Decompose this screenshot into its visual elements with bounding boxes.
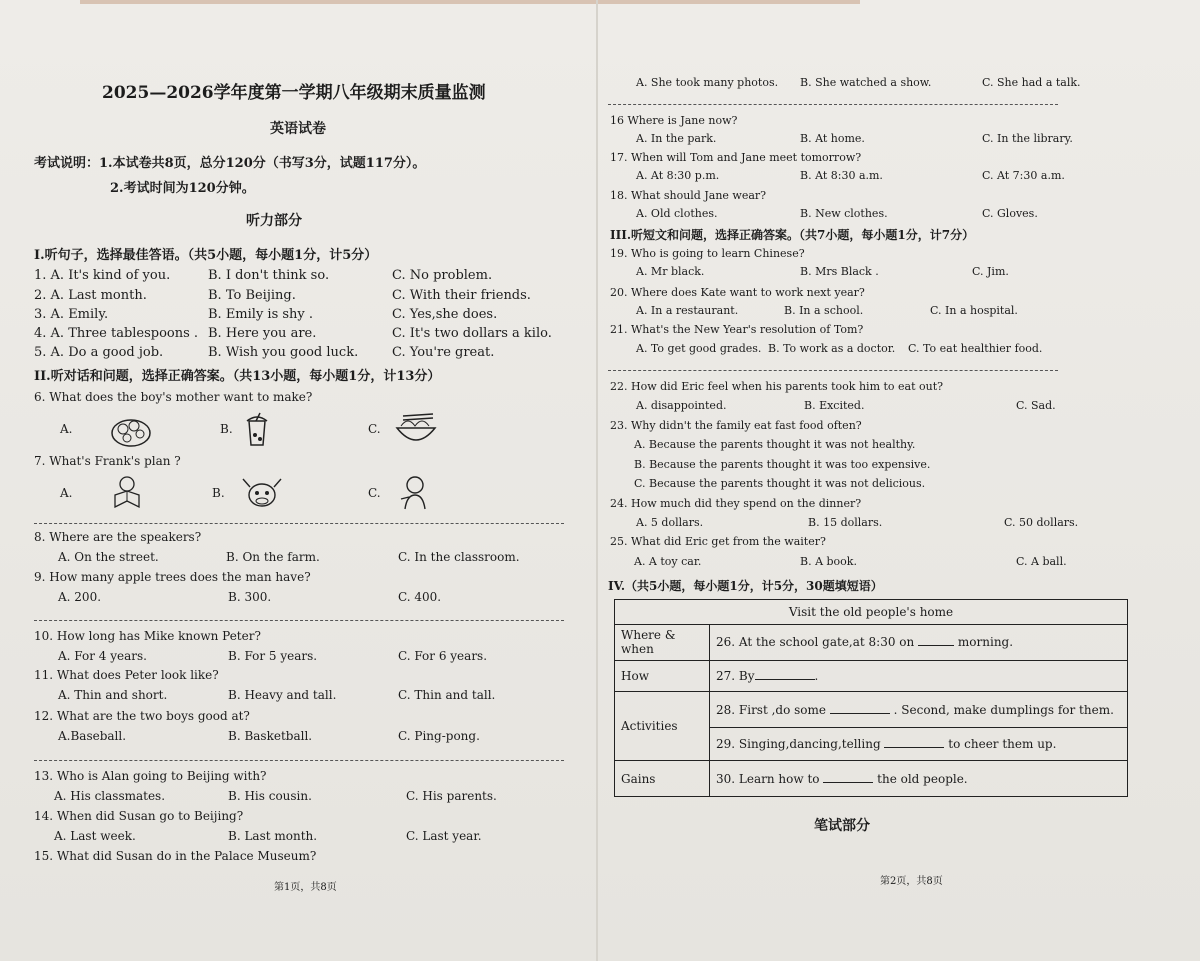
q13-option-b[interactable]: B. His cousin.: [228, 789, 312, 803]
q8-option-c[interactable]: C. In the classroom.: [398, 550, 520, 564]
q27-text: 27. By: [716, 668, 755, 683]
q21-option-b[interactable]: B. To work as a doctor.: [768, 342, 896, 355]
q22-option-a[interactable]: A. disappointed.: [636, 399, 727, 412]
q3-option-b[interactable]: B. Emily is shy .: [208, 307, 314, 322]
written-section-heading: 笔试部分: [814, 818, 870, 834]
q6-pic-a-salad-icon[interactable]: [108, 410, 154, 450]
q28-text-after: . Second, make dumplings for them.: [893, 702, 1114, 717]
q18-question: 18. What should Jane wear?: [610, 189, 767, 202]
q18-option-a[interactable]: A. Old clothes.: [636, 207, 718, 220]
q9-option-a[interactable]: A. 200.: [58, 590, 102, 604]
q3-option-c[interactable]: C. Yes,she does.: [392, 307, 498, 322]
q29-answer-blank[interactable]: [884, 747, 944, 748]
exam-subtitle: 英语试卷: [270, 121, 326, 137]
q21-option-c[interactable]: C. To eat healthier food.: [908, 342, 1043, 355]
q15-question: 15. What did Susan do in the Palace Museum?: [34, 849, 317, 863]
q16-option-c[interactable]: C. In the library.: [982, 132, 1073, 145]
q2-option-c[interactable]: C. With their friends.: [392, 288, 531, 303]
q17-question: 17. When will Tom and Jane meet tomorrow?: [610, 151, 862, 164]
q3-option-a[interactable]: 3. A. Emily.: [34, 307, 109, 322]
q12-option-c[interactable]: C. Ping-pong.: [398, 729, 480, 743]
q2-option-a[interactable]: 2. A. Last month.: [34, 288, 147, 303]
q28-text: 28. First ,do some: [716, 702, 826, 717]
table-row-label: Activities: [615, 692, 710, 761]
q22-option-c[interactable]: C. Sad.: [1016, 399, 1056, 412]
q26-answer-blank[interactable]: [918, 645, 954, 646]
q1-option-c[interactable]: C. No problem.: [392, 268, 493, 283]
q26-text: 26. At the school gate,at 8:30 on: [716, 635, 915, 650]
q22-question: 22. How did Eric feel when his parents took him to eat out?: [610, 380, 944, 393]
q16-option-a[interactable]: A. In the park.: [636, 132, 717, 145]
listening-heading: 听力部分: [246, 213, 302, 229]
q24-question: 24. How much did they spend on the dinner?: [610, 497, 862, 510]
q6-label-c: C.: [368, 422, 381, 436]
fill-in-table: [614, 599, 1128, 797]
q23-option-c[interactable]: C. Because the parents thought it was not delicious.: [634, 477, 926, 490]
page-fold: [596, 0, 598, 961]
divider: [34, 760, 564, 761]
q15-option-b[interactable]: B. She watched a show.: [800, 76, 932, 89]
exam-note-1: 考试说明：1.本试卷共8页，总分120分（书写3分，试题117分）。: [34, 156, 426, 171]
table-row: [710, 692, 1128, 728]
q4-option-a[interactable]: 4. A. Three tablespoons .: [34, 326, 199, 341]
table-row-label: Where & when: [615, 625, 710, 661]
q5-option-c[interactable]: C. You're great.: [392, 345, 495, 360]
q20-question: 20. Where does Kate want to work next year?: [610, 286, 865, 299]
q24-option-a[interactable]: A. 5 dollars.: [636, 516, 704, 529]
q20-option-b[interactable]: B. In a school.: [784, 304, 864, 317]
q11-option-b[interactable]: B. Heavy and tall.: [228, 688, 337, 702]
divider: [608, 104, 1058, 105]
q15-option-a[interactable]: A. She took many photos.: [636, 76, 779, 89]
q23-option-b[interactable]: B. Because the parents thought it was too expensive.: [634, 458, 931, 471]
part1-heading: I.听句子，选择最佳答语。（共5小题，每小题1分，计5分）: [34, 248, 378, 263]
q28-answer-blank[interactable]: [830, 713, 890, 714]
q16-option-b[interactable]: B. At home.: [800, 132, 865, 145]
table-row: [710, 660, 1128, 691]
q14-option-b[interactable]: B. Last month.: [228, 829, 318, 843]
divider: [34, 620, 564, 621]
q25-option-b[interactable]: B. A book.: [800, 555, 857, 568]
q23-question: 23. Why didn't the family eat fast food often?: [610, 419, 862, 432]
q10-option-b[interactable]: B. For 5 years.: [228, 649, 318, 663]
table-row-label: Gains: [615, 761, 710, 797]
q30-text: 30. Learn how to: [716, 771, 820, 786]
q23-option-a[interactable]: A. Because the parents thought it was not healthy.: [634, 438, 916, 451]
q7-question: 7. What's Frank's plan ?: [34, 454, 181, 468]
q14-option-c[interactable]: C. Last year.: [406, 829, 482, 843]
q10-question: 10. How long has Mike known Peter?: [34, 629, 261, 643]
divider: [608, 370, 1058, 371]
part4-heading: IV.（共5小题，每小题1分，计5分，30题填短语）: [608, 579, 883, 593]
exam-note-2: 2.考试时间为120分钟。: [110, 181, 255, 196]
q4-option-b[interactable]: B. Here you are.: [208, 326, 317, 341]
q5-option-a[interactable]: 5. A. Do a good job.: [34, 345, 164, 360]
q9-option-c[interactable]: C. 400.: [398, 590, 442, 604]
table-row: [710, 727, 1128, 761]
q7-pic-a-reading-icon[interactable]: [110, 474, 144, 512]
q19-option-b[interactable]: B. Mrs Black .: [800, 265, 879, 278]
q20-option-c[interactable]: C. In a hospital.: [930, 304, 1018, 317]
page-footer-right: 第2页，共8页: [880, 876, 943, 887]
q22-option-b[interactable]: B. Excited.: [804, 399, 865, 412]
table-row: [710, 625, 1128, 661]
q14-option-a[interactable]: A. Last week.: [54, 829, 136, 843]
q29-text: 29. Singing,dancing,telling: [716, 737, 881, 752]
q12-question: 12. What are the two boys good at?: [34, 709, 250, 723]
q7-pic-c-child-icon[interactable]: [392, 472, 434, 512]
q18-option-c[interactable]: C. Gloves.: [982, 207, 1038, 220]
q13-option-c[interactable]: C. His parents.: [406, 789, 497, 803]
q15-option-c[interactable]: C. She had a talk.: [982, 76, 1081, 89]
q16-question: 16 Where is Jane now?: [610, 114, 738, 127]
q13-option-a[interactable]: A. His classmates.: [54, 789, 166, 803]
table-row-label: How: [615, 660, 710, 691]
q12-option-b[interactable]: B. Basketball.: [228, 729, 313, 743]
q24-option-c[interactable]: C. 50 dollars.: [1004, 516, 1079, 529]
q10-option-c[interactable]: C. For 6 years.: [398, 649, 488, 663]
divider: [34, 523, 564, 524]
top-edge-strip: [80, 0, 860, 4]
q19-option-c[interactable]: C. Jim.: [972, 265, 1009, 278]
q17-option-a[interactable]: A. At 8:30 p.m.: [636, 169, 720, 182]
q30-text-after: the old people.: [877, 771, 968, 786]
q4-option-c[interactable]: C. It's two dollars a kilo.: [392, 326, 552, 341]
q9-option-b[interactable]: B. 300.: [228, 590, 272, 604]
q6-label-a: A.: [60, 422, 73, 436]
q11-option-a[interactable]: A. Thin and short.: [58, 688, 168, 702]
q6-label-b: B.: [220, 422, 233, 436]
table-row: [710, 761, 1128, 797]
q17-option-c[interactable]: C. At 7:30 a.m.: [982, 169, 1065, 182]
q27-answer-blank[interactable]: [755, 679, 815, 680]
q26-text-after: morning.: [957, 635, 1014, 650]
q30-answer-blank[interactable]: [823, 782, 873, 783]
q1-option-a[interactable]: 1. A. It's kind of you.: [34, 268, 171, 283]
q7-pic-b-farm-animal-icon[interactable]: [238, 472, 286, 512]
q21-question: 21. What's the New Year's resolution of Tom?: [610, 323, 864, 336]
q18-option-b[interactable]: B. New clothes.: [800, 207, 888, 220]
page-footer-left: 第1页，共8页: [274, 882, 337, 893]
q8-question: 8. Where are the speakers?: [34, 530, 202, 544]
q1-option-b[interactable]: B. I don't think so.: [208, 268, 330, 283]
part3-heading: III.听短文和问题，选择正确答案。（共7小题，每小题1分，计7分）: [610, 228, 975, 242]
q14-question: 14. When did Susan go to Beijing?: [34, 809, 244, 823]
q29-text-after: to cheer them up.: [948, 737, 1057, 752]
q12-option-a[interactable]: A.Baseball.: [58, 729, 127, 743]
q13-question: 13. Who is Alan going to Beijing with?: [34, 769, 267, 783]
q25-question: 25. What did Eric get from the waiter?: [610, 535, 826, 548]
table-header: Visit the old people's home: [615, 600, 1128, 625]
q11-option-c[interactable]: C. Thin and tall.: [398, 688, 496, 702]
q6-pic-c-noodles-icon[interactable]: [392, 410, 440, 450]
q9-question: 9. How many apple trees does the man have?: [34, 570, 311, 584]
q10-option-a[interactable]: A. For 4 years.: [58, 649, 147, 663]
q6-pic-b-drink-icon[interactable]: [240, 410, 274, 450]
q6-question: 6. What does the boy's mother want to make?: [34, 390, 313, 404]
q25-option-a[interactable]: A. A toy car.: [634, 555, 702, 568]
q8-option-a[interactable]: A. On the street.: [58, 550, 159, 564]
exam-title: 2025—2026学年度第一学期八年级期末质量监测: [102, 83, 486, 103]
q8-option-b[interactable]: B. On the farm.: [226, 550, 320, 564]
q27-text-after: .: [814, 668, 819, 683]
q5-option-b[interactable]: B. Wish you good luck.: [208, 345, 359, 360]
q19-option-a[interactable]: A. Mr black.: [636, 265, 705, 278]
q17-option-b[interactable]: B. At 8:30 a.m.: [800, 169, 883, 182]
q19-question: 19. Who is going to learn Chinese?: [610, 247, 805, 260]
q24-option-b[interactable]: B. 15 dollars.: [808, 516, 883, 529]
part2-heading: II.听对话和问题，选择正确答案。（共13小题，每小题1分，计13分）: [34, 369, 441, 384]
q2-option-b[interactable]: B. To Beijing.: [208, 288, 296, 303]
q25-option-c[interactable]: C. A ball.: [1016, 555, 1067, 568]
q11-question: 11. What does Peter look like?: [34, 668, 219, 682]
q21-option-a[interactable]: A. To get good grades.: [636, 342, 762, 355]
q20-option-a[interactable]: A. In a restaurant.: [636, 304, 739, 317]
q7-label-c: C.: [368, 486, 381, 500]
q7-label-a: A.: [60, 486, 73, 500]
q7-label-b: B.: [212, 486, 225, 500]
